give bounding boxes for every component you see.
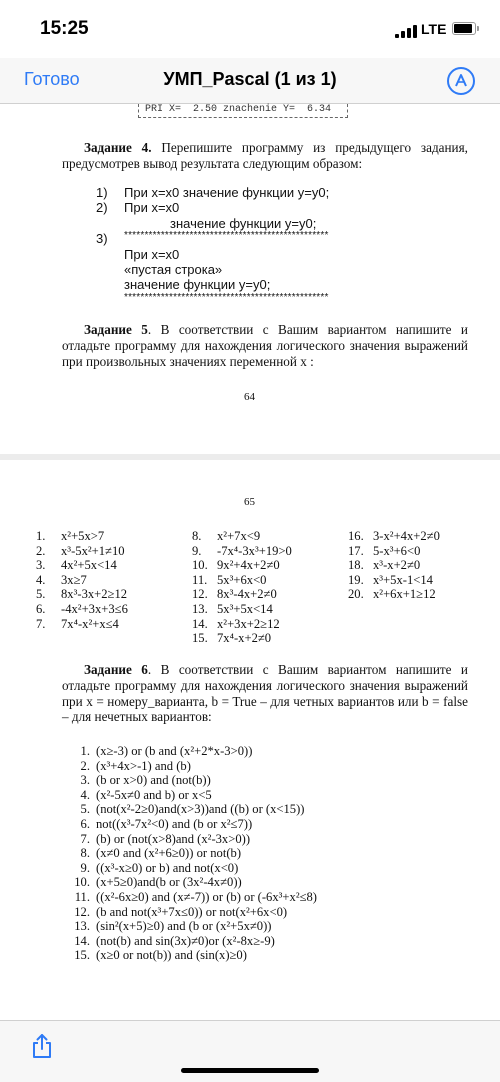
list-item: 8. (x≠0 and (x²+6≥0)) or not(b): [80, 846, 242, 861]
list-item: 2. (x³+4x>-1) and (b): [80, 758, 191, 773]
cellular-signal-icon: [395, 24, 417, 38]
list-item: 3. (b or x>0) and (not(b)): [80, 773, 211, 788]
list-item: 6. not((x³-7x²<0) and (b or x²≤7)): [80, 816, 253, 831]
document-title: УМП_Pascal (1 из 1): [163, 69, 337, 89]
variants-column-1: [36, 529, 128, 631]
task6-text: . В соответствии с Вашим вариантом напишите и отладьте программу для нахождения логического значения выражений при x = номеру_варианта, b = True – для четных вариантов или b = false – для нечетных вариантов:: [62, 662, 468, 725]
list-item: 11. ((x²-6x≥0) and (x≠-7)) or (b) or (-6x³+x²≤8): [74, 889, 318, 904]
variant-row: 8. x²+7x<9: [192, 529, 261, 543]
stars-separator: **************************************************: [124, 230, 329, 241]
status-time: 15:25: [40, 18, 89, 39]
option-text: При x=x0: [124, 247, 180, 262]
battery-icon: [452, 22, 476, 35]
variant-row: 10. 9x²+4x+2≠0: [192, 558, 280, 573]
markup-pen-icon[interactable]: [447, 67, 475, 95]
battery-nub: [477, 26, 479, 31]
list-item: 14. (not(b) and sin(3x)≠0)or (x²-8x≥-9): [74, 933, 275, 948]
list-item: 1. (x≥-3) or (b and (x²+2*x-3>0)): [80, 744, 253, 758]
task4-paragraph: [62, 140, 468, 172]
list-item: 15. (x≥0 or not(b)) and (sin(x)≥0): [74, 948, 247, 963]
task5-paragraph: [62, 322, 468, 369]
task4-text: Перепишите программу из предыдущего задания, предусмотрев вывод результата следующим образом:: [62, 140, 468, 171]
option-text: «пустая строка»: [124, 262, 223, 277]
task4-label: Задание 4.: [84, 140, 152, 155]
variant-row: 12. 8x³-4x+2≠0: [192, 587, 277, 602]
pdf-page-64: [0, 104, 500, 454]
variant-row: 15. 7x⁴-x+2≠0: [192, 631, 272, 646]
variant-row: 7. 7x⁴-x²+x≤4: [36, 616, 119, 631]
variant-row: 18. x³-x+2≠0: [348, 558, 421, 573]
task5-text: . В соответствии с Вашим вариантом напишите и отладьте программу для нахождения логического значения выражений при произвольных значениях переменной x :: [62, 322, 468, 369]
pdf-page-65: [0, 460, 500, 1020]
variant-row: 2. x³-5x²+1≠10: [36, 543, 125, 558]
option-text: значение функции y=y0;: [170, 216, 317, 231]
network-type: LTE: [421, 21, 447, 37]
list-item: 9. ((x³-x≥0) or b) and not(x<0): [80, 860, 239, 875]
page-number: 65: [244, 496, 255, 508]
variant-row: 14. x²+3x+2≥12: [192, 616, 280, 631]
variant-row: 4. 3x≥7: [36, 572, 87, 587]
option-text: При x=x0: [124, 200, 180, 215]
variant-row: 13. 5x³+5x<14: [192, 601, 273, 616]
list-item: 10. (x+5≥0)and(b or (3x²-4x≠0)): [74, 875, 242, 890]
task6-label: Задание 6: [84, 662, 148, 677]
list-item: 4. (x²-5x≠0 and b) or x<5: [80, 787, 212, 802]
option-text: При x=x0 значение функции y=y0;: [124, 185, 330, 200]
stars-separator: **************************************************: [124, 292, 329, 303]
status-bar: [0, 0, 500, 58]
variant-row: 6. -4x²+3x+3≤6: [36, 601, 128, 616]
list-item: 12. (b and not(x³+7x≤0)) or not(x²+6x<0): [74, 904, 288, 919]
home-indicator[interactable]: [181, 1068, 319, 1073]
list-item: 7. (b) or (not(x>8)and (x²-3x>0)): [80, 831, 251, 846]
task6-list: [68, 744, 317, 963]
battery-level: [454, 24, 472, 33]
variants-column-3: [348, 529, 440, 602]
variants-column-2: [192, 529, 292, 646]
variant-row: 11. 5x³+6x<0: [192, 572, 267, 587]
program-output-box: PRI X= 2.50 znachenie Y= 6.34: [138, 104, 348, 118]
variant-row: 20. x²+6x+1≥12: [348, 587, 436, 602]
variant-row: 9. -7x⁴-3x³+19>0: [192, 543, 292, 558]
variant-row: 5. 8x³-3x+2≥12: [36, 587, 128, 602]
list-item: 5. (not(x²-2≥0)and(x>3))and ((b) or (x<15)): [80, 802, 305, 817]
variant-row: 1. x²+5x>7: [36, 529, 105, 543]
task5-label: Задание 5: [84, 322, 148, 337]
navigation-bar: [0, 58, 500, 104]
option-num: 3): [96, 231, 108, 246]
variant-row: 19. x³+5x-1<14: [348, 572, 433, 587]
list-item: 13. (sin²(x+5)≥0) and (b or (x²+5x≠0)): [74, 919, 272, 934]
option-num: 1): [96, 185, 108, 200]
variant-row: 3. 4x²+5x<14: [36, 558, 117, 573]
variant-row: 17. 5-x³+6<0: [348, 543, 421, 558]
option-text: значение функции y=y0;: [124, 277, 271, 292]
page-number: 64: [244, 391, 255, 403]
variant-row: 16. 3-x²+4x+2≠0: [348, 529, 440, 543]
done-button[interactable]: Готово: [24, 69, 80, 89]
option-num: 2): [96, 200, 108, 215]
share-icon[interactable]: [32, 1033, 52, 1059]
task6-paragraph: [62, 662, 468, 725]
